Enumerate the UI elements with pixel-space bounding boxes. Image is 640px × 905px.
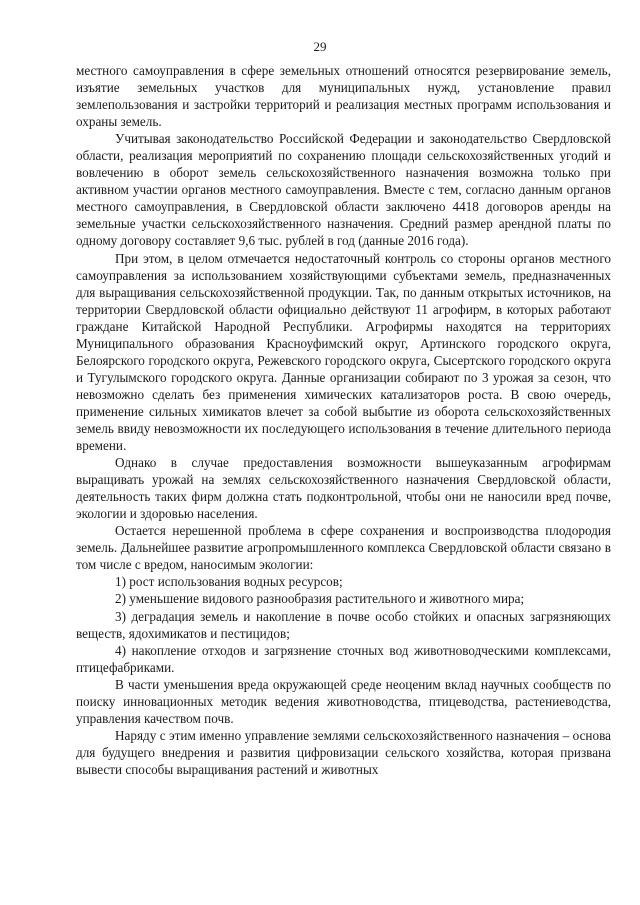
paragraph: Учитывая законодательство Российской Федерации и законодательство Свердловской области, реализация мероприятий по сохранению площади сельскохозяйственных угодий и вовлечению в оборот земель сельскохозяйственного назначения возможна только при активном участии органов местного самоуправления. Вместе с тем, согласно данным органов местного самоуправления, в Свердловской области заключено 4418 договоров аренды на земельные участки сельскохозяйственного назначения. Средний размер арендной платы по одному договору составляет 9,6 тыс. рублей в год (данные 2016 года).	[76, 131, 611, 249]
paragraph: местного самоуправления в сфере земельных отношений относятся резервирование земель, изъятие земельных участков для муниципальных нужд, установление правил землепользования и застройки территорий и реализация местных программ использования и охраны земель.	[76, 63, 611, 130]
paragraph: При этом, в целом отмечается недостаточный контроль со стороны органов местного самоуправления за использованием хозяйствующими субъектами земель, предназначенных для выращивания сельскохозяйственной продукции. Так, по данным открытых источников, на территории Свердловской области официально действуют 11 агрофирм, в которых работают граждане Китайской Народной Республики. Агрофирмы находятся на территориях Муниципального образования Красноуфимский округ, Артинского городского округа, Белоярского городского округа, Режевского городского округа, Сысертского городского округа и Тугулымского городского округа. Данные организации собирают по 3 урожая за сезон, что невозможно сделать без применения химических катализаторов роста. В свою очередь, применение сильных химикатов влечет за собой выбытие из оборота сельскохозяйственных земель ввиду невозможности их последующего использования в течение длительного периода времени.	[76, 250, 611, 454]
list-item: 4) накопление отходов и загрязнение сточных вод животноводческими комплексами, птицефабриками.	[76, 642, 611, 675]
paragraph: Наряду с этим именно управление землями сельскохозяйственного назначения – основа для будущего внедрения и развития цифровизации сельского хозяйства, которая призвана вывести способы выращивания растений и животных	[76, 727, 611, 777]
paragraph: В части уменьшения вреда окружающей среде неоценим вклад научных сообществ по поиску инновационных методик ведения животноводства, птицеводства, растениеводства, управления качеством почв.	[76, 676, 611, 726]
page-number: 29	[313, 39, 327, 54]
document-body	[76, 62, 611, 778]
paragraph: Остается нерешенной проблема в сфере сохранения и воспроизводства плодородия земель. Дальнейшее развитие агропромышленного комплекса Свердловской области связано в том числе с вредом, наносимым экологии:	[76, 523, 611, 573]
paragraph: Однако в случае предоставления возможности вышеуказанным агрофирмам выращивать урожай на землях сельскохозяйственного назначения Свердловской области, деятельность таких фирм должна стать подконтрольной, чтобы они не наносили вред почве, экологии и здоровью населения.	[76, 455, 611, 522]
list-item: 2) уменьшение видового разнообразия растительного и животного мира;	[115, 591, 525, 607]
list-item: 1) рост использования водных ресурсов;	[115, 574, 343, 590]
list-item: 3) деградация земель и накопление в почве особо стойких и опасных загрязняющих веществ, ядохимикатов и пестицидов;	[76, 608, 611, 641]
